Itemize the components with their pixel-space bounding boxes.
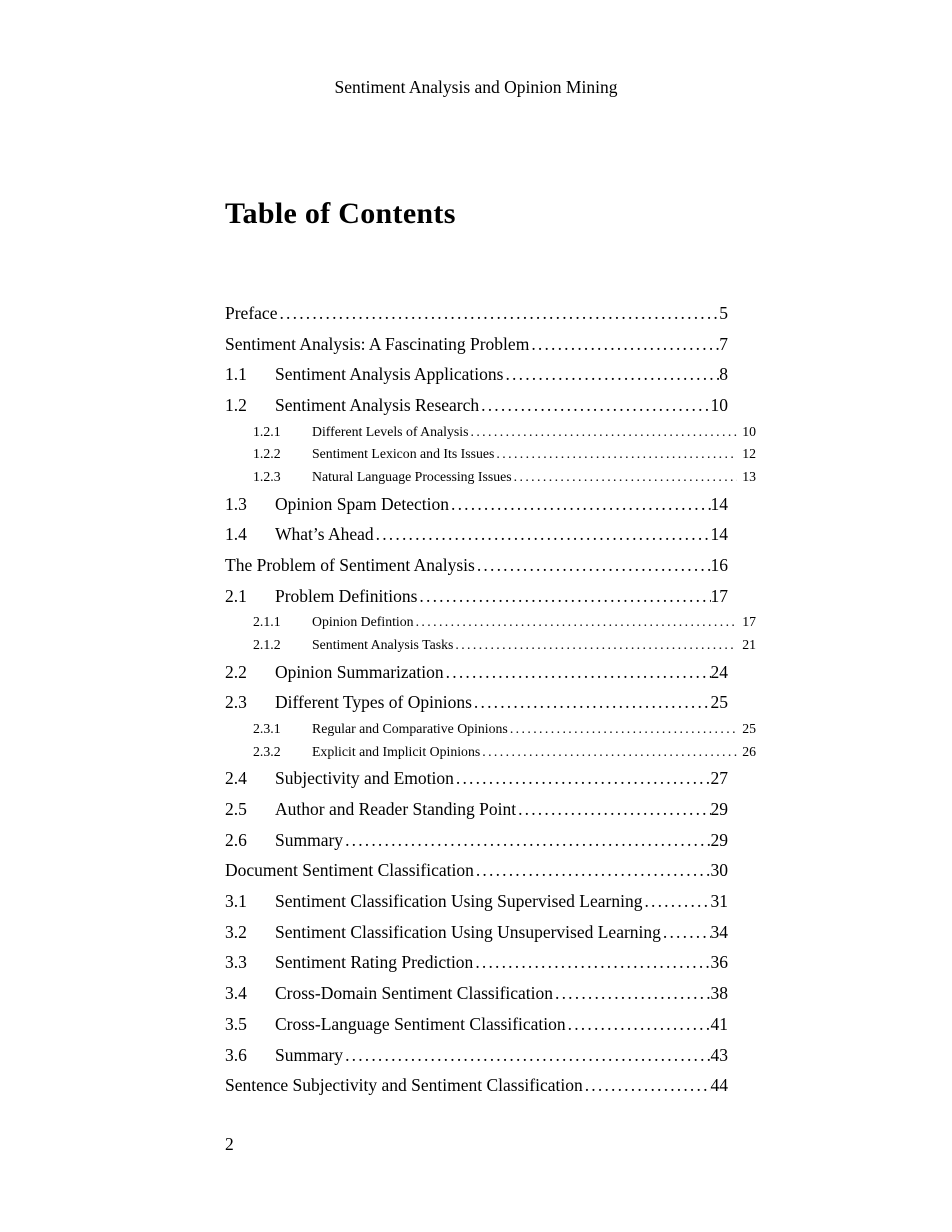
toc-entry-page: 13 (742, 469, 756, 484)
toc-entry-number: 1.1 (225, 364, 247, 385)
toc-entry-number: 3.5 (225, 1013, 247, 1034)
toc-dot-leader (473, 947, 710, 978)
toc-dot-leader (474, 855, 711, 886)
toc-entry-title: Sentiment Classification Using Unsupervised Learning (275, 921, 661, 942)
toc-entry-page: 29 (710, 798, 728, 819)
toc-entry-title: Sentiment Analysis Research (275, 395, 480, 416)
toc-entry-page: 24 (710, 661, 728, 682)
toc-entry-number: 3.4 (225, 983, 247, 1004)
toc-entry-page: 44 (710, 1075, 728, 1096)
toc-entry-title: The Problem of Sentiment Analysis (225, 555, 475, 575)
toc-entry-title: Opinion Defintion (312, 614, 414, 630)
toc-entry-title: Sentiment Analysis Tasks (312, 637, 454, 652)
toc-dot-leader (374, 519, 711, 550)
toc-entry-number: 1.2.3 (253, 469, 281, 484)
toc-dot-leader (343, 1040, 710, 1071)
toc-entry-title: Sentiment Rating Prediction (275, 952, 474, 973)
toc-entry (225, 634, 756, 657)
toc-entry-title: Sentiment Classification Using Supervised Learning (275, 891, 643, 911)
toc-entry-number: 2.3.1 (253, 721, 281, 736)
toc-entry-page: 7 (719, 333, 728, 354)
toc-entry-page: 41 (710, 1013, 728, 1034)
toc-entry (225, 978, 728, 1009)
toc-dot-leader (508, 718, 737, 741)
toc-entry (225, 550, 728, 581)
toc-dot-leader (343, 825, 710, 856)
toc-entry-page: 10 (710, 395, 728, 416)
toc-entry-page: 17 (710, 585, 728, 606)
toc-entry-title: Cross-Language Sentiment Classification (275, 1013, 566, 1034)
toc-dot-leader (583, 1070, 711, 1101)
toc-dot-leader (417, 581, 710, 612)
toc-entry (225, 917, 728, 948)
toc-entry (225, 519, 728, 550)
toc-dot-leader (479, 390, 710, 421)
toc-entry-page: 38 (710, 983, 728, 1004)
running-header: Sentiment Analysis and Opinion Mining (334, 77, 618, 97)
toc-entry-number: 2.2 (225, 661, 247, 682)
toc-dot-leader (529, 329, 719, 360)
toc-entry (225, 443, 756, 466)
toc-entry (225, 825, 728, 856)
toc-entry-page: 43 (710, 1044, 728, 1065)
toc-entry-page: 14 (710, 493, 728, 514)
toc-dot-leader (414, 611, 738, 634)
toc-dot-leader (566, 1009, 711, 1040)
toc-entry-title: What’s Ahead (275, 524, 374, 545)
toc-entry-number: 2.5 (225, 798, 247, 819)
toc-entry (225, 855, 728, 886)
toc-entry-number: 2.4 (225, 768, 247, 789)
toc-entry-title: Sentiment Analysis Applications (275, 364, 504, 385)
toc-entry-number: 3.2 (225, 921, 247, 942)
toc-entry-page: 25 (742, 721, 756, 736)
toc-entry (225, 687, 728, 718)
toc-entry (225, 763, 728, 794)
toc-entry (225, 581, 728, 612)
toc-entry-title: Summary (275, 829, 344, 850)
toc-entry-page: 29 (710, 829, 728, 850)
toc-dot-leader (475, 550, 711, 581)
toc-dot-leader (468, 421, 737, 444)
toc-entry-number: 1.4 (225, 524, 247, 545)
toc-entry-number: 2.6 (225, 829, 247, 850)
toc-dot-leader (516, 794, 710, 825)
toc-entry (225, 718, 756, 741)
toc-dot-leader (480, 741, 737, 764)
toc-entry (225, 1009, 728, 1040)
toc-entry-page: 8 (719, 364, 728, 385)
toc-entry (225, 794, 728, 825)
toc-dot-leader (277, 298, 719, 329)
toc-entry-page: 12 (742, 446, 756, 462)
footer-page-number: 2 (225, 1134, 234, 1154)
toc-entry-page: 21 (742, 637, 756, 652)
toc-entry-page: 36 (710, 952, 728, 973)
toc-dot-leader (512, 466, 738, 489)
toc-entry-number: 2.1 (225, 585, 247, 606)
toc-entry-title: Document Sentiment Classification (225, 860, 474, 881)
toc-entry (225, 611, 756, 634)
toc-entry-title: Natural Language Processing Issues (312, 469, 512, 484)
toc-entry-number: 2.3.2 (253, 743, 281, 759)
toc-entry-page: 10 (742, 423, 756, 439)
toc-entry-page: 5 (719, 303, 728, 323)
toc-dot-leader (661, 917, 711, 948)
toc-entry (225, 390, 728, 421)
toc-entry-number: 1.2.2 (253, 446, 281, 462)
toc-entry-title: Subjectivity and Emotion (275, 768, 454, 789)
toc-entry-title: Opinion Summarization (275, 661, 444, 682)
toc-entry-page: 26 (742, 743, 756, 759)
toc-entry (225, 1040, 728, 1071)
toc-entry-number: 1.2 (225, 395, 247, 416)
toc-entry (225, 329, 728, 360)
toc-entry-title: Sentence Subjectivity and Sentiment Classification (225, 1075, 583, 1096)
toc-entry-title: Summary (275, 1044, 344, 1065)
toc-entry-title: Opinion Spam Detection (275, 493, 450, 514)
toc-entry-number: 2.1.1 (253, 614, 281, 630)
toc-entry-page: 16 (710, 555, 728, 575)
toc-dot-leader (553, 978, 710, 1009)
page-title: Table of Contents (225, 197, 456, 230)
toc-dot-leader (494, 443, 737, 466)
toc-entry-title: Explicit and Implicit Opinions (312, 743, 481, 759)
toc-dot-leader (472, 687, 711, 718)
toc-entry-number: 3.6 (225, 1044, 247, 1065)
toc-entry (225, 489, 728, 520)
toc-entry-page: 30 (710, 860, 728, 881)
toc-entry-title: Sentiment Lexicon and Its Issues (312, 446, 495, 462)
toc-entry-page: 31 (710, 891, 728, 911)
toc-entry-title: Author and Reader Standing Point (275, 798, 517, 819)
toc-dot-leader (454, 763, 711, 794)
toc-entry-number: 1.3 (225, 493, 247, 514)
toc-entry (225, 466, 756, 489)
toc-entry-title: Different Levels of Analysis (312, 423, 469, 439)
toc-entry (225, 947, 728, 978)
toc-entry-title: Different Types of Opinions (275, 692, 472, 713)
toc-entry (225, 359, 728, 390)
toc-entry (225, 298, 728, 329)
toc-entry-title: Problem Definitions (275, 585, 418, 606)
toc-dot-leader (449, 489, 710, 520)
toc-entry (225, 1070, 728, 1101)
toc-dot-leader (444, 657, 711, 688)
toc-entry-page: 14 (710, 524, 728, 545)
toc-dot-leader (503, 359, 719, 390)
toc-entry (225, 657, 728, 688)
toc-entry-page: 27 (710, 768, 728, 789)
toc-entry-page: 34 (710, 921, 728, 942)
toc-entry-number: 1.2.1 (253, 423, 281, 439)
toc-list (225, 298, 756, 1101)
toc-entry-title: Cross-Domain Sentiment Classification (275, 983, 554, 1004)
toc-entry (225, 421, 756, 444)
toc-entry-title: Preface (225, 303, 278, 323)
toc-entry-title: Sentiment Analysis: A Fascinating Problem (225, 333, 530, 354)
toc-entry-page: 17 (742, 614, 756, 630)
toc-entry-number: 2.1.2 (253, 637, 281, 652)
toc-entry (225, 741, 756, 764)
toc-entry-title: Regular and Comparative Opinions (312, 721, 508, 736)
toc-dot-leader (453, 634, 737, 657)
toc-dot-leader (642, 886, 710, 917)
toc-entry (225, 886, 728, 917)
toc-entry-number: 2.3 (225, 692, 247, 713)
toc-entry-number: 3.1 (225, 891, 247, 911)
toc-entry-number: 3.3 (225, 952, 247, 973)
toc-entry-page: 25 (710, 692, 728, 713)
